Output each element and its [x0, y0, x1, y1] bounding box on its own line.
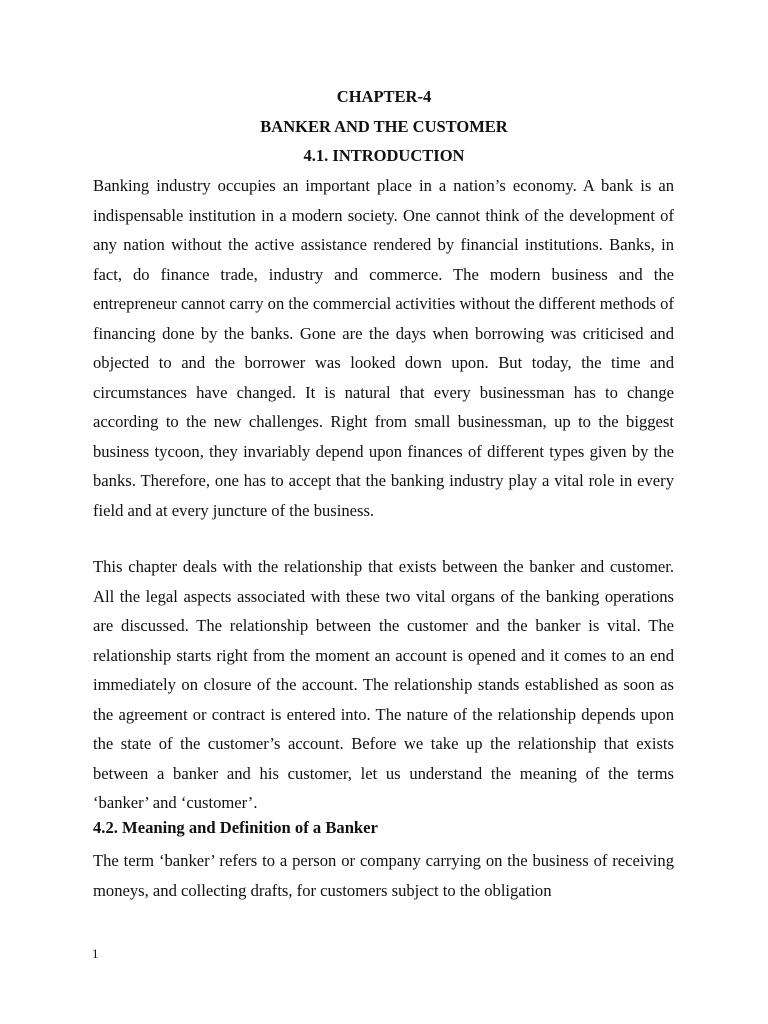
introduction-paragraph: Banking industry occupies an important place in a nation’s economy. A bank is an indispensable institution in a modern society. One cannot think of the development of any nation without the active assistance rendered by financial institutions. Banks, in fact, do finance trade, industry and commerce. The modern business and the entrepreneur cannot carry on the commercial activities without the different methods of financing done by the banks. Gone are the days when borrowing was criticised and objected to and the borrower was looked down upon. But today, the time and circumstances have changed. It is natural that every businessman has to change according to the new challenges. Right from small businessman, up to the biggest business tycoon, they invariably depend upon finances of different types given by the banks. Therefore, one has to accept that the banking industry play a vital role in every field and at every juncture of the business. — [93, 176, 674, 520]
relationship-paragraph: This chapter deals with the relationship that exists between the banker and customer. All the legal aspects associated with these two vital organs of the banking operations are discussed. The relationship between the customer and the banker is vital. The relationship starts right from the moment an account is opened and it comes to an end immediately on closure of the account. The relationship stands established as soon as the agreement or contract is entered into. The nature of the relationship depends upon the state of the customer’s account. Before we take up the relationship that exists between a banker and his customer, let us understand the meaning of the terms ‘banker’ and ‘customer’. — [93, 557, 674, 812]
page-number: 1 — [92, 946, 99, 961]
section-heading-introduction: 4.1. INTRODUCTION — [303, 146, 465, 165]
chapter-label: CHAPTER-4 — [336, 87, 432, 106]
chapter-title: BANKER AND THE CUSTOMER — [260, 117, 508, 136]
banker-definition-paragraph: The term ‘banker’ refers to a person or company carrying on the business of receiving moneys, and collecting drafts, for customers subject to the obligation — [93, 851, 674, 900]
section-heading-meaning-of-banker: 4.2. Meaning and Definition of a Banker — [93, 818, 378, 837]
